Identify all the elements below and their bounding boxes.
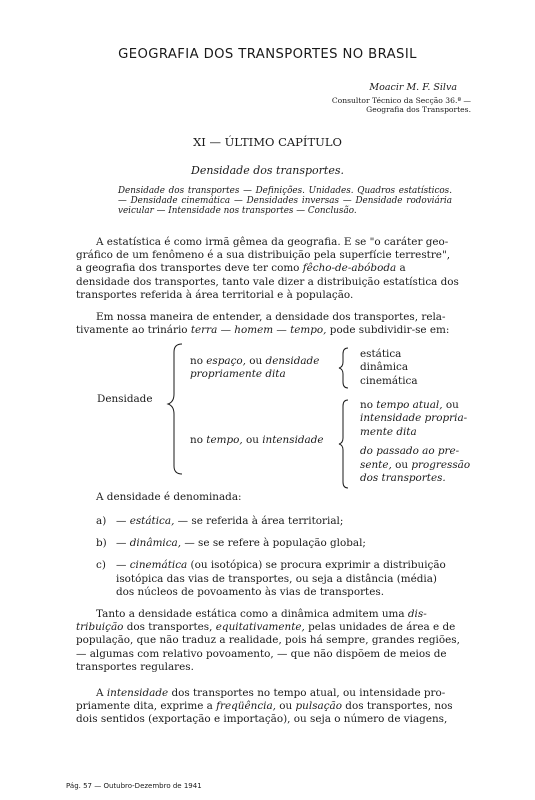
- text-span: ou: [391, 458, 412, 471]
- text-line: [76, 324, 466, 337]
- scheme-item: [360, 459, 470, 472]
- paragraph-3: [76, 608, 466, 674]
- text-span: priamente dita, exprime a: [76, 700, 217, 713]
- emphasis: mente dita: [360, 425, 417, 438]
- scheme-space-brace: [338, 346, 352, 390]
- text-span: ou: [442, 399, 459, 411]
- text-span: Tanto a densidade estática como a dinâmica admitem uma: [96, 608, 408, 620]
- list-item: a) — estática, — se referida à área territorial;: [96, 515, 344, 527]
- emphasis: do passado ao pre-: [360, 445, 460, 458]
- text-line: dois sentidos (exportação e importação), ou seja o número de viagens,: [76, 713, 448, 726]
- text-line: gráfico de um fenômeno é a sua distribuição pela superfície terrestre",: [76, 249, 451, 262]
- emphasis: terra — homem — tempo,: [190, 324, 327, 337]
- text-span: dos transportes no tempo atual, ou intensidade pro-: [168, 687, 446, 699]
- scheme-main-brace: [164, 342, 188, 476]
- text-line: Em nossa maneira de entender, a densidade dos transportes, rela-: [96, 311, 446, 323]
- emphasis: progressão: [411, 458, 471, 471]
- text-line: — algumas com relativo povoamento, — que não dispõem de meios de: [76, 647, 447, 660]
- author-role: [332, 96, 471, 114]
- list-item: b) — dinâmica, — se se refere à população global;: [96, 537, 366, 550]
- scheme-item: estática: [360, 348, 402, 360]
- emphasis: intensidade: [262, 434, 324, 446]
- text-line: densidade dos transportes, tanto vale dizer a distribuição estatística dos: [76, 275, 459, 288]
- text-span: — se referida à área territorial;: [174, 515, 344, 527]
- scheme-item: dinâmica: [360, 361, 409, 374]
- emphasis: dis-: [407, 608, 427, 620]
- list-item-continuation: dos núcleos de povoamento às vias de transportes.: [116, 585, 385, 598]
- text-line: transportes regulares.: [76, 660, 194, 673]
- chapter-subtitle: Densidade dos transportes.: [191, 164, 344, 177]
- emphasis: dinâmica,: [129, 537, 182, 550]
- scheme-space-branch: [190, 355, 319, 382]
- list-label: b): [96, 537, 107, 550]
- emphasis: tempo,: [206, 434, 243, 446]
- text-span: a: [396, 262, 406, 275]
- text-line: [76, 608, 466, 621]
- scheme-item: [360, 472, 470, 485]
- text-line: [190, 355, 319, 368]
- author-role-line-1: Consultor Técnico da Secção 36.ª —: [331, 96, 471, 105]
- list-intro: A densidade é denominada:: [96, 491, 242, 503]
- emphasis: estática,: [129, 515, 175, 527]
- emphasis: sente,: [360, 458, 392, 471]
- emphasis: cinemática: [129, 559, 188, 572]
- text-span: pode subdividir-se em:: [326, 324, 450, 337]
- text-line: [190, 368, 319, 381]
- emphasis: intensidade: [106, 687, 169, 699]
- author-role-line-2: Geografia dos Transportes.: [366, 105, 471, 114]
- list-label: c): [96, 559, 106, 572]
- text-span: dos transportes,: [123, 621, 216, 634]
- scheme-time-items: [360, 399, 470, 485]
- paragraph-1: [76, 236, 466, 302]
- text-span: no: [190, 434, 207, 446]
- emphasis: propriamente dita: [190, 368, 286, 381]
- scheme-item: [360, 399, 470, 412]
- emphasis: tribuição: [76, 621, 124, 634]
- emphasis: equitativamente,: [215, 621, 305, 634]
- text-span: — se se refere à população global;: [181, 537, 366, 550]
- text-line: [76, 687, 466, 700]
- paragraph-2: [76, 311, 466, 337]
- list-item-continuation: isotópica das vias de transportes, ou seja a distância (média): [116, 572, 437, 585]
- scheme-space-items: [360, 348, 418, 388]
- emphasis: espaço,: [206, 355, 246, 367]
- text-line: A estatística é como irmã gêmea da geografia. E se "o caráter geo-: [96, 236, 449, 248]
- page-footer: Pág. 57 — Outubro-Dezembro de 1941: [66, 782, 202, 790]
- scheme-item: [360, 426, 470, 439]
- text-line: [76, 700, 466, 713]
- text-span: dos transportes, nos: [342, 700, 453, 713]
- list-item: c) — cinemática (ou isotópica) se procura exprimir a distribuição: [96, 559, 446, 572]
- text-span: ou: [275, 700, 296, 713]
- scheme-time-brace: [338, 398, 352, 490]
- text-line: [190, 434, 324, 447]
- scheme-item: [360, 445, 470, 458]
- text-span: ou: [245, 355, 266, 367]
- article-title: GEOGRAFIA DOS TRANSPORTES NO BRASIL: [118, 47, 417, 62]
- emphasis: fêcho-de-abóboda: [302, 262, 397, 275]
- scheme-item: [360, 412, 470, 425]
- text-span: ou: [242, 434, 263, 446]
- scheme-time-branch: [190, 434, 324, 447]
- scheme-item: cinemática: [360, 374, 418, 387]
- chapter-heading: XI — ÚLTIMO CAPÍTULO: [193, 135, 342, 149]
- text-span: pelas unidades de área e de: [304, 621, 456, 634]
- emphasis: pulsação: [295, 700, 342, 713]
- emphasis: dos transportes.: [360, 472, 446, 485]
- emphasis: intensidade propria-: [360, 412, 468, 425]
- text-span: a geografia dos transportes deve ter como: [76, 262, 303, 275]
- text-line: [76, 262, 466, 275]
- text-span: tivamente ao trinário: [76, 324, 191, 337]
- list-label: a): [96, 515, 107, 527]
- list: [96, 515, 476, 599]
- paragraph-4: [76, 687, 466, 727]
- emphasis: tempo atual,: [376, 399, 443, 411]
- text-span: (ou isotópica) se procura exprimir a distribuição: [187, 559, 446, 572]
- emphasis: densidade: [265, 355, 320, 367]
- text-span: no: [360, 399, 377, 411]
- text-line: transportes referida à área territorial e à população.: [76, 288, 354, 301]
- text-line: população, que não traduz a realidade, pois há sempre, grandes regiões,: [76, 634, 460, 647]
- emphasis: freqüência,: [216, 700, 276, 713]
- text-span: no: [190, 355, 207, 367]
- text-span: A: [96, 687, 107, 699]
- scheme-root-label: Densidade: [97, 393, 153, 405]
- author-name: Moacir M. F. Silva: [369, 82, 457, 93]
- chapter-summary: Densidade dos transportes — Definições. Unidades. Quadros estatísticos. — Densidade cinemática — Densidades inversas — Densidade rodoviária veicular — Intensidade nos transportes — Conclusão.: [118, 186, 452, 217]
- text-line: [76, 621, 466, 634]
